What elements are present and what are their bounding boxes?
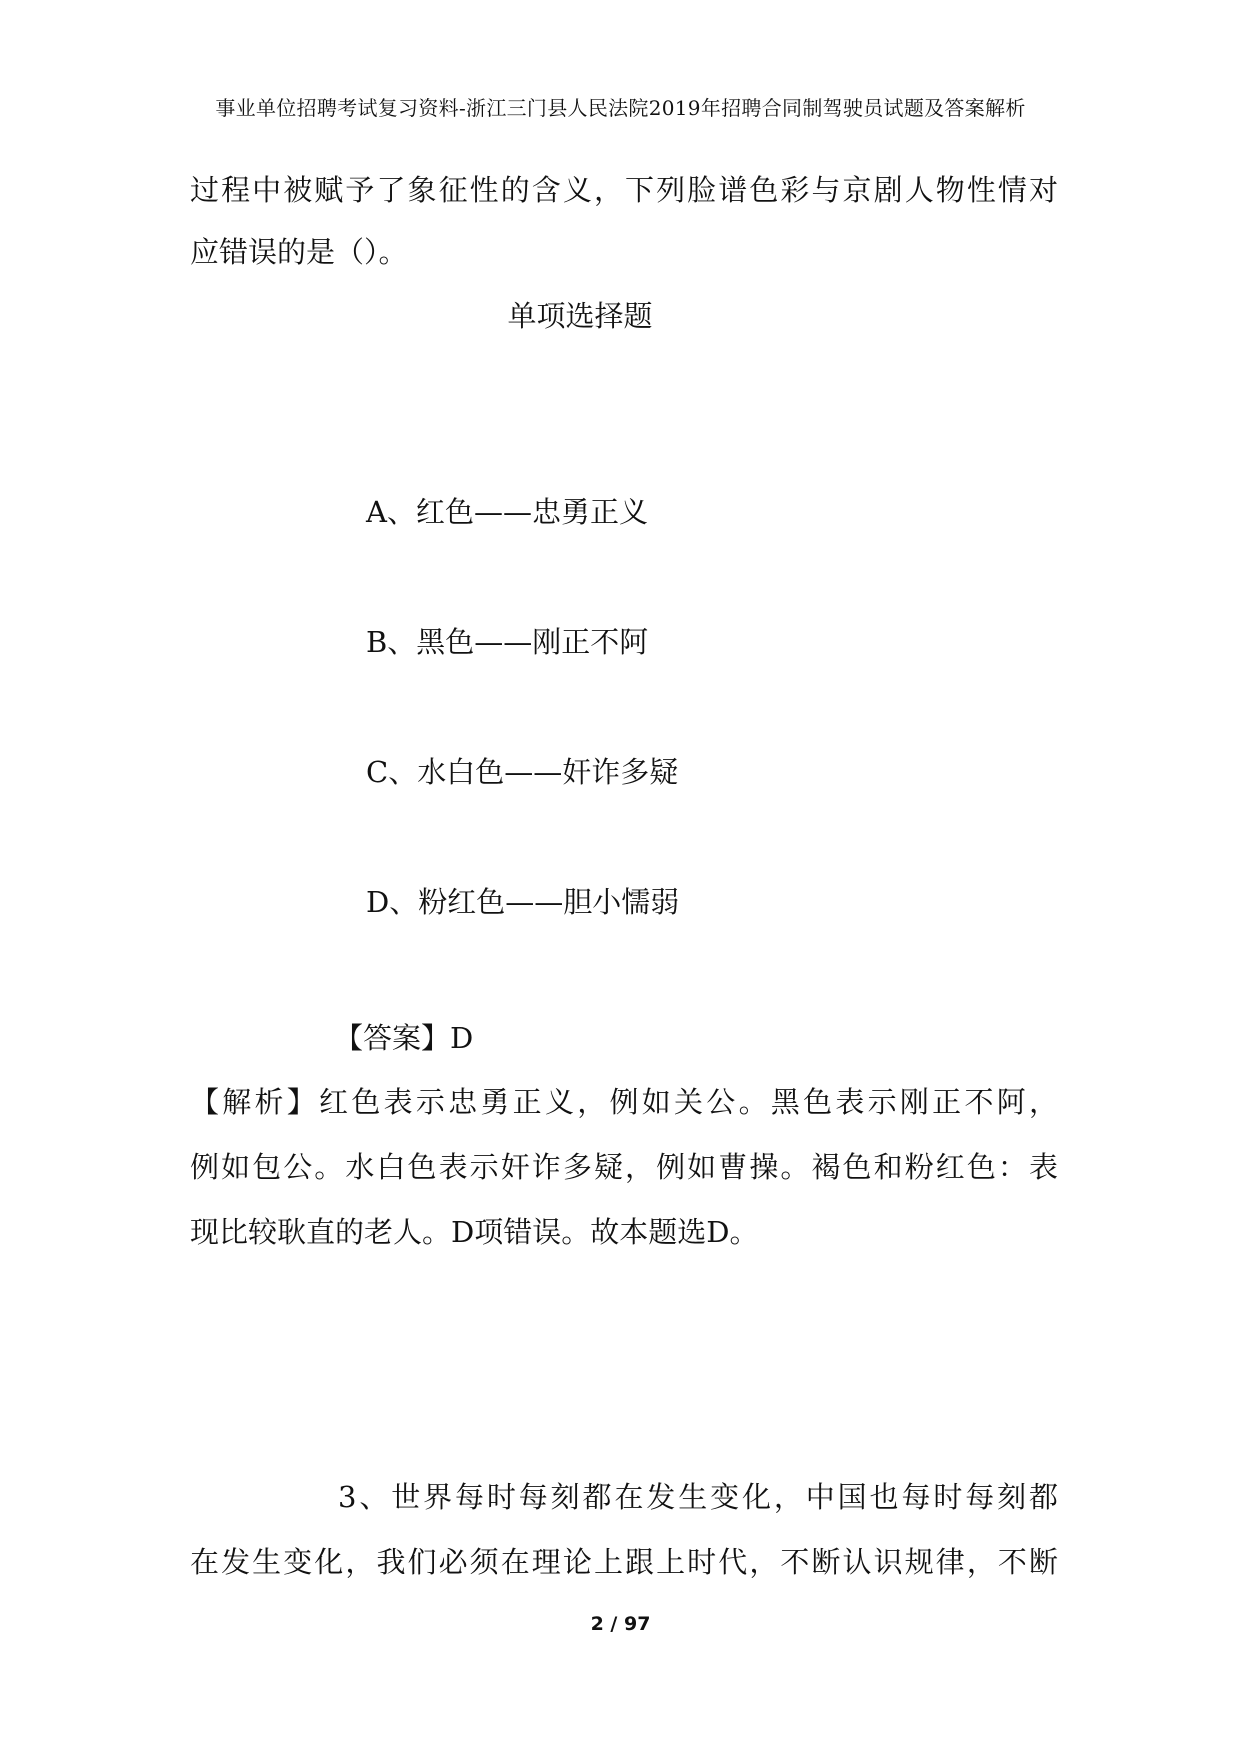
option-c: C、水白色——奸诈多疑 (366, 755, 679, 789)
answer-line: 【答案】D (334, 1021, 474, 1055)
option-a: A、红色——忠勇正义 (366, 495, 648, 529)
analysis-line-3: 现比较耿直的老人。D项错误。故本题选D。 (190, 1215, 759, 1249)
question3-line-1: 3、世界每时每刻都在发生变化，中国也每时每刻都 (338, 1480, 1058, 1514)
page-header: 事业单位招聘考试复习资料-浙江三门县人民法院2019年招聘合同制驾驶员试题及答案解析 (215, 96, 1026, 120)
question-stem-line-2: 应错误的是（）。 (190, 235, 408, 269)
question-type-label: 单项选择题 (507, 299, 653, 333)
option-d: D、粉红色——胆小懦弱 (366, 885, 680, 919)
option-b: B、黑色——刚正不阿 (366, 625, 649, 659)
question-stem-line-1: 过程中被赋予了象征性的含义，下列脸谱色彩与京剧人物性情对 (190, 173, 1058, 207)
question3-line-2: 在发生变化，我们必须在理论上跟上时代，不断认识规律，不断 (190, 1545, 1058, 1579)
analysis-line-2: 例如包公。水白色表示奸诈多疑，例如曹操。褐色和粉红色：表 (190, 1150, 1058, 1184)
page-number: 2 / 97 (590, 1613, 651, 1635)
analysis-line-1: 【解析】红色表示忠勇正义，例如关公。黑色表示刚正不阿， (190, 1085, 1058, 1119)
